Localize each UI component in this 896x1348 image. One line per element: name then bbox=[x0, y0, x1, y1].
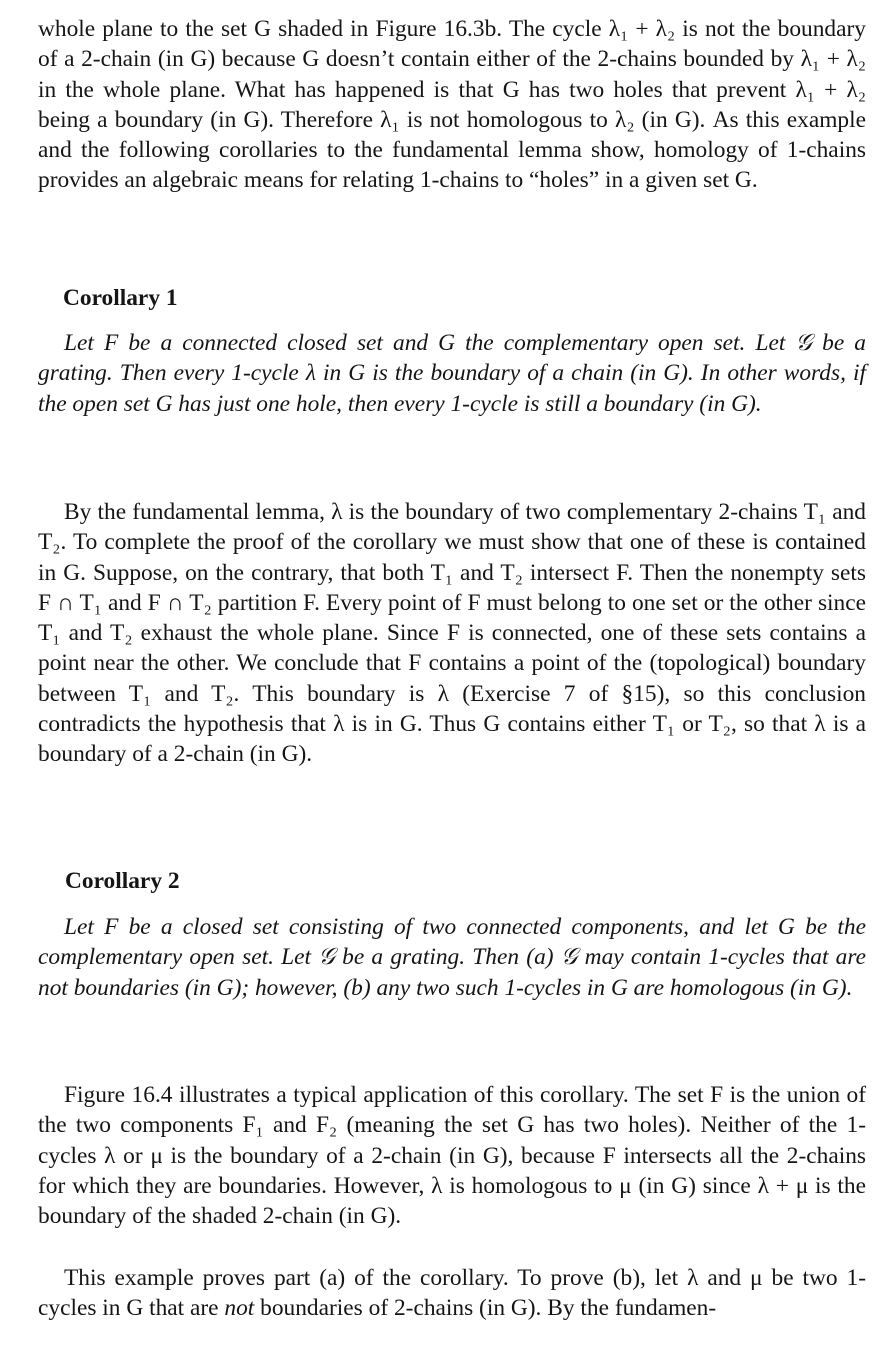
corollary-1-statement: Let F be a connected closed set and G the complementary open set. Let 𝒢 be a grating. Then every 1-cycle λ in G is the boundary of a chain (in G). In other words, if the open set G has just one hole, then every 1-cycle is still a boundary (in G). bbox=[38, 330, 866, 417]
proof-text-start: This example proves part (a) of the corollary. To prove (b), let λ and μ be two 1-cycles in G that are bbox=[38, 1265, 866, 1322]
paragraph-figure-example: Figure 16.4 illustrates a typical application of this corollary. The set F is the union of the two components F₁ and F₂ (meaning the set G has two holes). Neither of the 1-cycles λ or μ is the boundary of a 2-chain (in G), because F intersects all the 2-chains for which they are boundaries. However, λ is homologous to μ (in G) since λ + μ is the boundary of the shaded 2-chain (in G). bbox=[38, 1082, 866, 1230]
proof-text-end: boundaries of 2-chains (in G). By the fundamen- bbox=[254, 1295, 717, 1322]
paragraph-proof-corollary-1: By the fundamental lemma, λ is the boundary of two complementary 2-chains T₁ and T₂. To complete the proof of the corollary we must show that one of these is contained in G. Suppose, on the contrary, that both T₁ and T₂ intersect F. Then the nonempty sets F ∩ T₁ and F ∩ T₂ partition F. Every point of F must belong to one set or the other since T₁ and T₂ exhaust the whole plane. Since F is connected, one of these sets contains a point near the other. We conclude that F contains a point of the (topological) boundary between T₁ and T₂. This boundary is λ (Exercise 7 of §15), so this conclusion contradicts the hypothesis that λ is in G. Thus G contains either T₁ or T₂, so that λ is a boundary of a 2-chain (in G). bbox=[38, 499, 866, 768]
paragraph-intro: whole plane to the set G shaded in Figure 16.3b. The cycle λ₁ + λ₂ is not the boundary of a 2-chain (in G) because G doesn’t contain either of the 2-chains bounded by λ₁ + λ₂ in the whole plane. What has happened is that G has two holes that prevent λ₁ + λ₂ being a boundary (in G). Therefore λ₁ is not homologous to λ₂ (in G). As this example and the following corollaries to the fundamental lemma show, homology of 1-chains provides an algebraic means for relating 1-chains to “holes” in a given set G. bbox=[38, 16, 866, 194]
corollary-1-heading: Corollary 1 bbox=[63, 285, 178, 311]
paragraph-proof-part-b bbox=[38, 1263, 866, 1324]
corollary-2-statement: Let F be a closed set consisting of two connected components, and let G be the complementary open set. Let 𝒢 be a grating. Then (a) 𝒢 may contain 1-cycles that are not boundaries (in G); however, (b) any two such 1-cycles in G are homologous (in G). bbox=[38, 914, 866, 1001]
corollary-2-heading: Corollary 2 bbox=[65, 868, 180, 894]
emphasis-not: not bbox=[224, 1295, 255, 1322]
